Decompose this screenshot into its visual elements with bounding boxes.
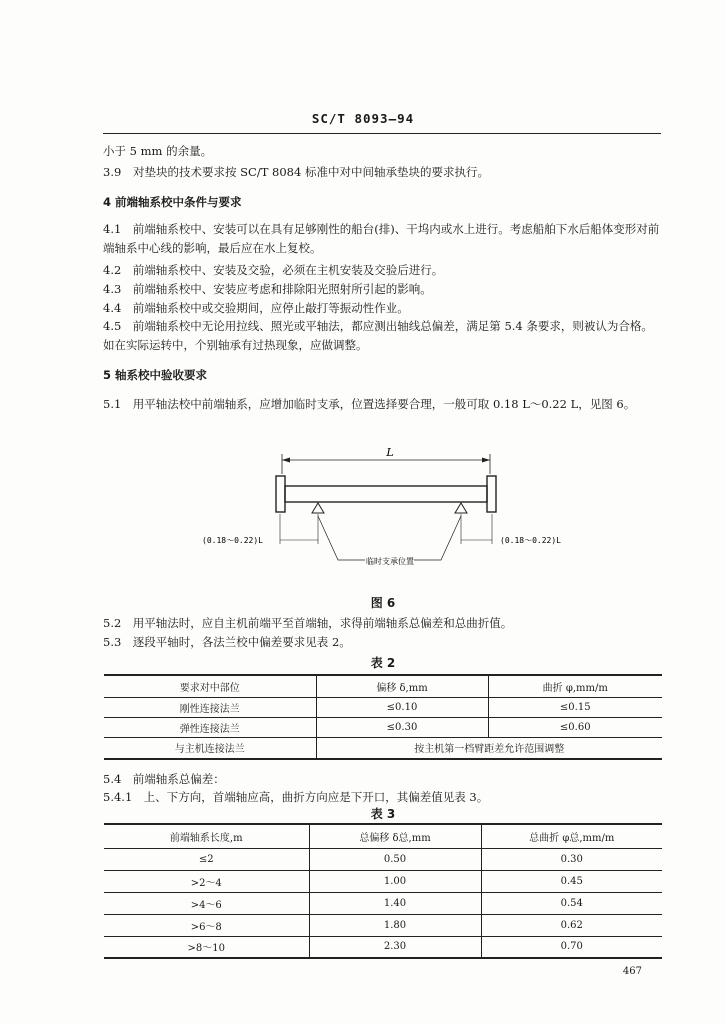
table-row	[104, 892, 662, 914]
clause-4-4: 4.4 前端轴系校中或交验期间，应停止敲打等振动性作业。	[103, 301, 409, 315]
clause-5-4-1: 5.4.1 上、下方向，首端轴应高，曲折方向应是下开口，其偏差值见表 3。	[103, 790, 489, 804]
table-cell: ≤0.15	[488, 697, 662, 717]
standard-header: SC/T 8093—94	[311, 111, 415, 126]
clause-4-2: 4.2 前端轴系校中、安装及交验，必须在主机安装及交验后进行。	[103, 263, 444, 277]
section-4-heading: 4 前端轴系校中条件与要求	[103, 195, 242, 209]
table-cell: >8～10	[104, 936, 309, 958]
table-header-cell: 总曲折 φ总,mm/m	[481, 824, 662, 848]
table-header-cell: 要求对中部位	[104, 675, 316, 697]
header-rule	[103, 133, 661, 134]
paragraph-remainder: 小于 5 mm 的余量。	[103, 144, 213, 158]
table-cell: 0.70	[481, 936, 662, 958]
shaft-body	[285, 486, 487, 502]
table-header-cell: 总偏移 δ总,mm	[309, 824, 481, 848]
table-cell: 刚性连接法兰	[104, 697, 316, 717]
table-cell: ≤2	[104, 848, 309, 870]
left-support-dimension: (0.18～0.22)L	[202, 536, 263, 545]
right-support-dimension: (0.18～0.22)L	[500, 536, 561, 545]
page-number: 467	[622, 966, 642, 977]
table-row	[104, 848, 662, 870]
table-cell: ≤0.30	[316, 717, 488, 737]
table-cell: 弹性连接法兰	[104, 717, 316, 737]
table-cell: 与主机连接法兰	[104, 737, 316, 759]
table-2	[104, 674, 662, 760]
clause-5-1: 5.1 用平轴法校中前端轴系，应增加临时支承，位置选择要合理，一般可取 0.18 L～0.22 L，见图 6。	[103, 397, 636, 411]
table-row	[104, 936, 662, 958]
table-cell: 0.30	[481, 848, 662, 870]
figure-6-shaft-diagram	[200, 436, 580, 576]
table-cell: 1.80	[309, 914, 481, 936]
clause-5-2: 5.2 用平轴法时，应自主机前端平至首端轴，求得前端轴系总偏差和总曲折值。	[103, 616, 513, 630]
table-3	[104, 823, 662, 959]
table-header-cell: 前端轴系长度,m	[104, 824, 309, 848]
table-cell: 2.30	[309, 936, 481, 958]
clause-5-4: 5.4 前端轴系总偏差：	[103, 772, 225, 786]
table-cell: 0.45	[481, 870, 662, 892]
right-flange	[487, 476, 496, 512]
table-header-cell: 偏移 δ,mm	[316, 675, 488, 697]
table-3-caption: 表 3	[370, 807, 396, 821]
clause-4-5: 4.5 前端轴系校中无论用拉线、照光或平轴法，都应测出轴线总偏差，满足第 5.4 条要求，则被认为合格。如在实际运转中，个别轴承有过热现象，应做调整。	[103, 319, 653, 352]
section-5-heading: 5 轴系校中验收要求	[103, 368, 208, 382]
table-header-row	[104, 675, 662, 697]
table-cell: >6～8	[104, 914, 309, 936]
right-support-icon	[455, 503, 467, 513]
table-cell: 1.00	[309, 870, 481, 892]
clause-number: 3.9	[103, 165, 122, 179]
table-cell: ≤0.60	[488, 717, 662, 737]
figure-6-caption: 图 6	[370, 596, 396, 610]
table-header-cell: 曲折 φ,mm/m	[488, 675, 662, 697]
table-2-caption: 表 2	[370, 656, 396, 670]
table-cell: 1.40	[309, 892, 481, 914]
table-row	[104, 697, 662, 717]
clause-3-9	[103, 164, 663, 180]
table-row	[104, 737, 662, 759]
table-header-row	[104, 824, 662, 848]
table-cell: 0.62	[481, 914, 662, 936]
left-flange	[276, 476, 285, 512]
clause-4-3: 4.3 前端轴系校中、安装应考虑和排除阳光照射所引起的影响。	[103, 282, 432, 296]
clause-text: 对垫块的技术要求按 SC/T 8084 标准中对中间轴承垫块的要求执行。	[133, 165, 489, 179]
left-support-icon	[312, 503, 324, 513]
table-row	[104, 914, 662, 936]
table-row	[104, 717, 662, 737]
clause-5-3: 5.3 逐段平轴时，各法兰校中偏差要求见表 2。	[103, 635, 351, 649]
table-cell: >4～6	[104, 892, 309, 914]
table-cell: >2～4	[104, 870, 309, 892]
dimension-label-L: L	[386, 446, 394, 459]
table-cell: ≤0.10	[316, 697, 488, 717]
table-row	[104, 870, 662, 892]
support-position-label: 临时支承位置	[366, 557, 414, 566]
clause-4-1: 4.1 前端轴系校中、安装可以在具有足够刚性的船台(排)、干坞内或水上进行。考虑船舶下水后船体变形对前端轴系中心线的影响，最后应在水上复校。	[103, 222, 660, 255]
table-cell: 0.54	[481, 892, 662, 914]
table-cell: 0.50	[309, 848, 481, 870]
table-cell: 按主机第一档臂距差允许范围调整	[316, 737, 662, 759]
